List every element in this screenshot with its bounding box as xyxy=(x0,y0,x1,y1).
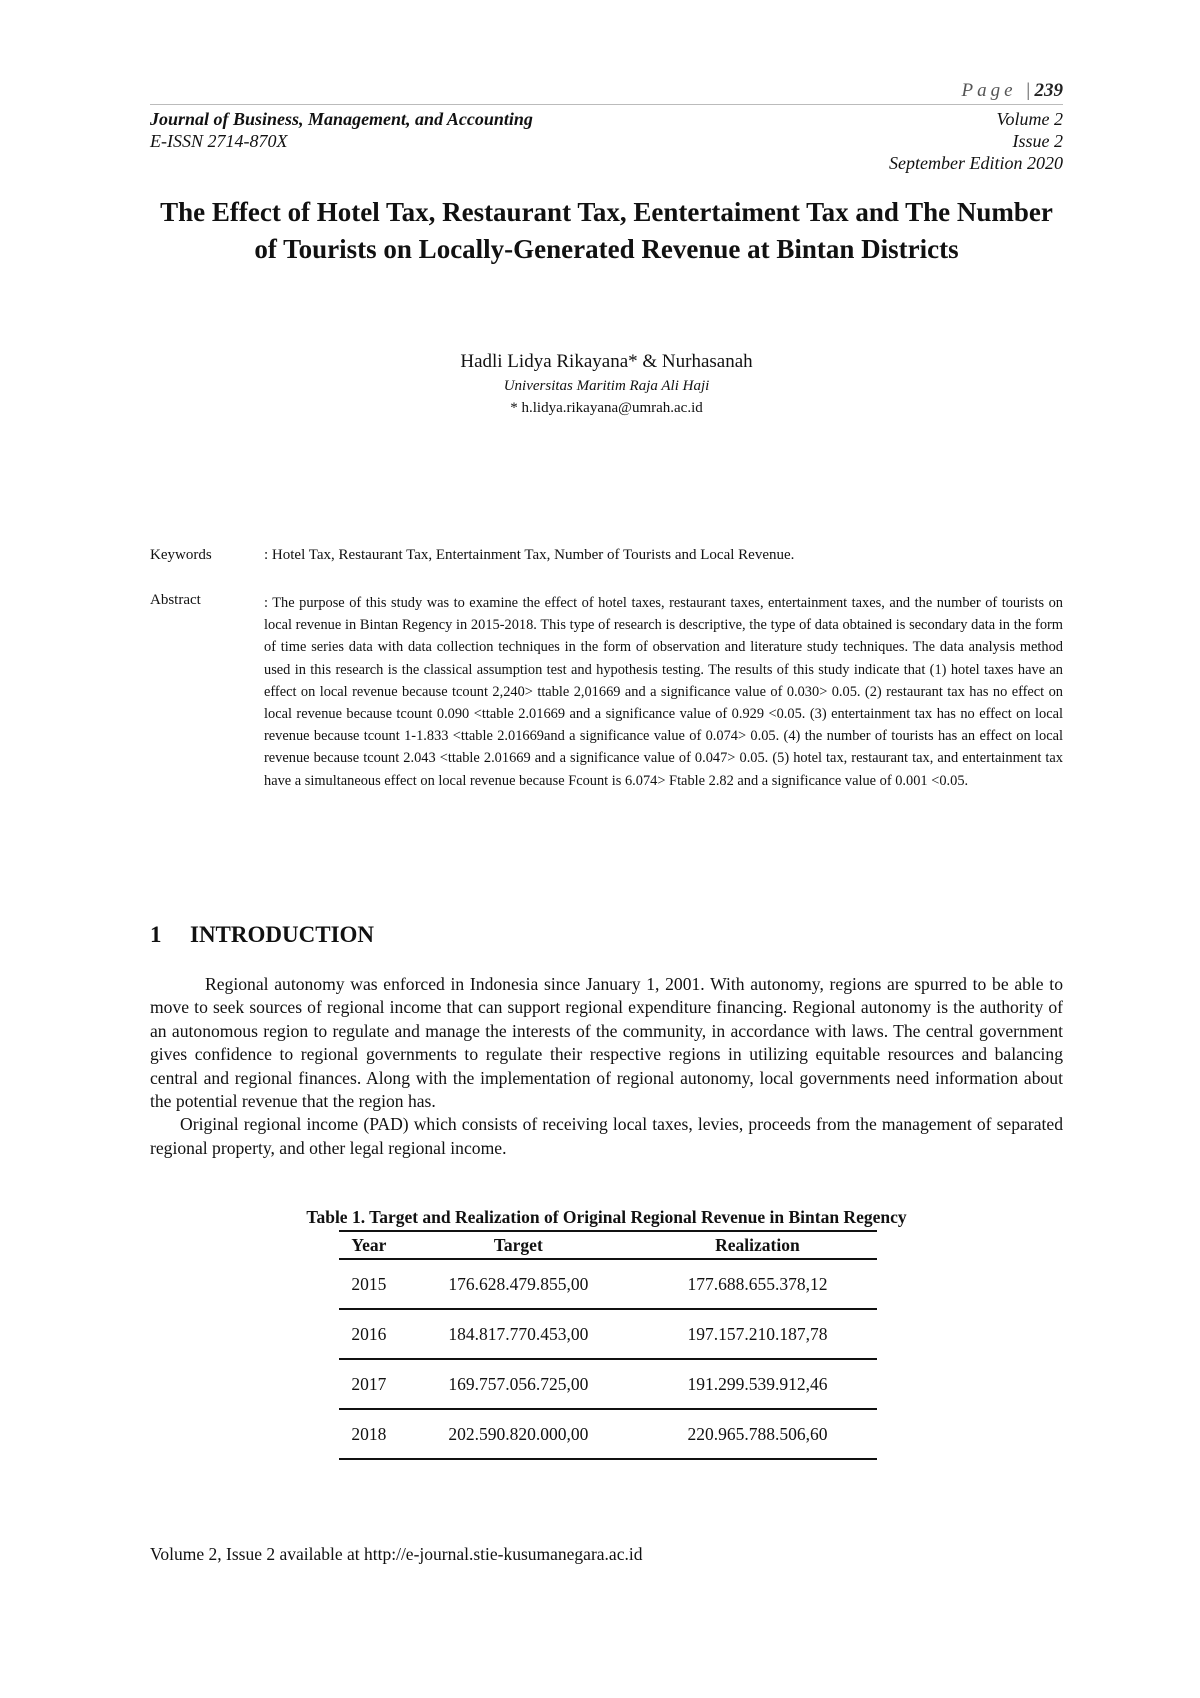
paragraph: Original regional income (PAD) which consists of receiving local taxes, levies, proceeds from the management of separated regional property, and other legal regional income. xyxy=(150,1114,1063,1158)
column-header: Year xyxy=(339,1231,399,1259)
table-row xyxy=(339,1309,877,1359)
cell-target: 202.590.820.000,00 xyxy=(399,1409,638,1459)
page-label: Page | xyxy=(961,80,1035,101)
cell-year: 2018 xyxy=(339,1409,399,1459)
page-number xyxy=(961,80,1063,102)
keywords-label: Keywords xyxy=(150,547,212,563)
cell-realization: 220.965.788.506,60 xyxy=(638,1409,877,1459)
table-row xyxy=(339,1259,877,1309)
cell-target: 176.628.479.855,00 xyxy=(399,1259,638,1309)
volume: Volume 2 xyxy=(996,109,1063,129)
abstract-label: Abstract xyxy=(150,592,201,608)
cell-target: 169.757.056.725,00 xyxy=(399,1359,638,1409)
column-header: Realization xyxy=(638,1231,877,1259)
cell-year: 2017 xyxy=(339,1359,399,1409)
revenue-table xyxy=(339,1230,877,1460)
author-email: * h.lidya.rikayana@umrah.ac.id xyxy=(510,400,703,416)
table-caption: Table 1. Target and Realization of Original Regional Revenue in Bintan Regency xyxy=(306,1207,907,1227)
page-number-value: 239 xyxy=(1034,80,1063,101)
authors: Hadli Lidya Rikayana* & Nurhasanah xyxy=(460,351,753,372)
column-header: Target xyxy=(399,1231,638,1259)
cell-target: 184.817.770.453,00 xyxy=(399,1309,638,1359)
cell-realization: 191.299.539.912,46 xyxy=(638,1359,877,1409)
cell-year: 2016 xyxy=(339,1309,399,1359)
paragraph: Regional autonomy was enforced in Indonesia since January 1, 2001. With autonomy, regions are spurred to be able to move to seek sources of regional income that can support regional expenditure financing. Regional autonomy is the authority of an autonomous region to regulate and manage the interests of the community, in accordance with laws. The central government gives confidence to regional governments to regulate their respective regions in utilizing equitable resources and balancing central and regional finances. Along with the implementation of regional autonomy, local governments need information about the potential revenue that the region has. xyxy=(150,974,1063,1112)
cell-realization: 197.157.210.187,78 xyxy=(638,1309,877,1359)
table-header-row xyxy=(339,1231,877,1259)
journal-name: Journal of Business, Management, and Accounting xyxy=(150,109,533,129)
affiliation: Universitas Maritim Raja Ali Haji xyxy=(503,378,710,394)
introduction-body xyxy=(150,973,1063,1160)
table-row xyxy=(339,1409,877,1459)
article-title: The Effect of Hotel Tax, Restaurant Tax, Eentertaiment Tax and The Number of Tourists on Locally-Generated Revenue at Bintan Districts xyxy=(160,197,1053,264)
table-row xyxy=(339,1359,877,1409)
edition: September Edition 2020 xyxy=(889,153,1063,173)
keywords: : Hotel Tax, Restaurant Tax, Entertainment Tax, Number of Tourists and Local Revenue. xyxy=(264,547,795,563)
header-rule xyxy=(150,104,1063,105)
cell-year: 2015 xyxy=(339,1259,399,1309)
section-title: INTRODUCTION xyxy=(190,922,375,947)
journal-issn: E-ISSN 2714-870X xyxy=(150,131,288,151)
issue-info xyxy=(889,108,1063,174)
issue: Issue 2 xyxy=(1012,131,1063,151)
section-heading xyxy=(150,922,374,948)
footer-text: Volume 2, Issue 2 available at http://e-journal.stie-kusumanegara.ac.id xyxy=(150,1544,643,1564)
journal-header xyxy=(150,108,533,152)
section-number: 1 xyxy=(150,922,162,947)
cell-realization: 177.688.655.378,12 xyxy=(638,1259,877,1309)
abstract: : The purpose of this study was to examine the effect of hotel taxes, restaurant taxes, entertainment taxes, and the number of tourists on local revenue in Bintan Regency in 2015-2018. This type of research is descriptive, the type of data obtained is secondary data in the form of time series data with data collection techniques in the form of observation and literature study techniques. The data analysis method used in this research is the classical assumption test and hypothesis testing. The results of this study indicate that (1) hotel taxes have an effect on local revenue because tcount 2,240> ttable 2,01669 and a significance value of 0.030> 0.05. (2) restaurant tax has no effect on local revenue because tcount 0.090 <ttable 2.01669 and a significance value of 0.929 <0.05. (3) entertainment tax has no effect on local revenue because tcount 1-1.833 <ttable 2.01669and a significance value of 0.074> 0.05. (4) the number of tourists has an effect on local revenue because tcount 2.043 <ttable 2.01669 and a significance value of 0.047> 0.05. (5) hotel tax, restaurant tax, and entertainment tax have a simultaneous effect on local revenue because Fcount is 6.074> Ftable 2.82 and a significance value of 0.001 <0.05. xyxy=(264,595,1063,789)
